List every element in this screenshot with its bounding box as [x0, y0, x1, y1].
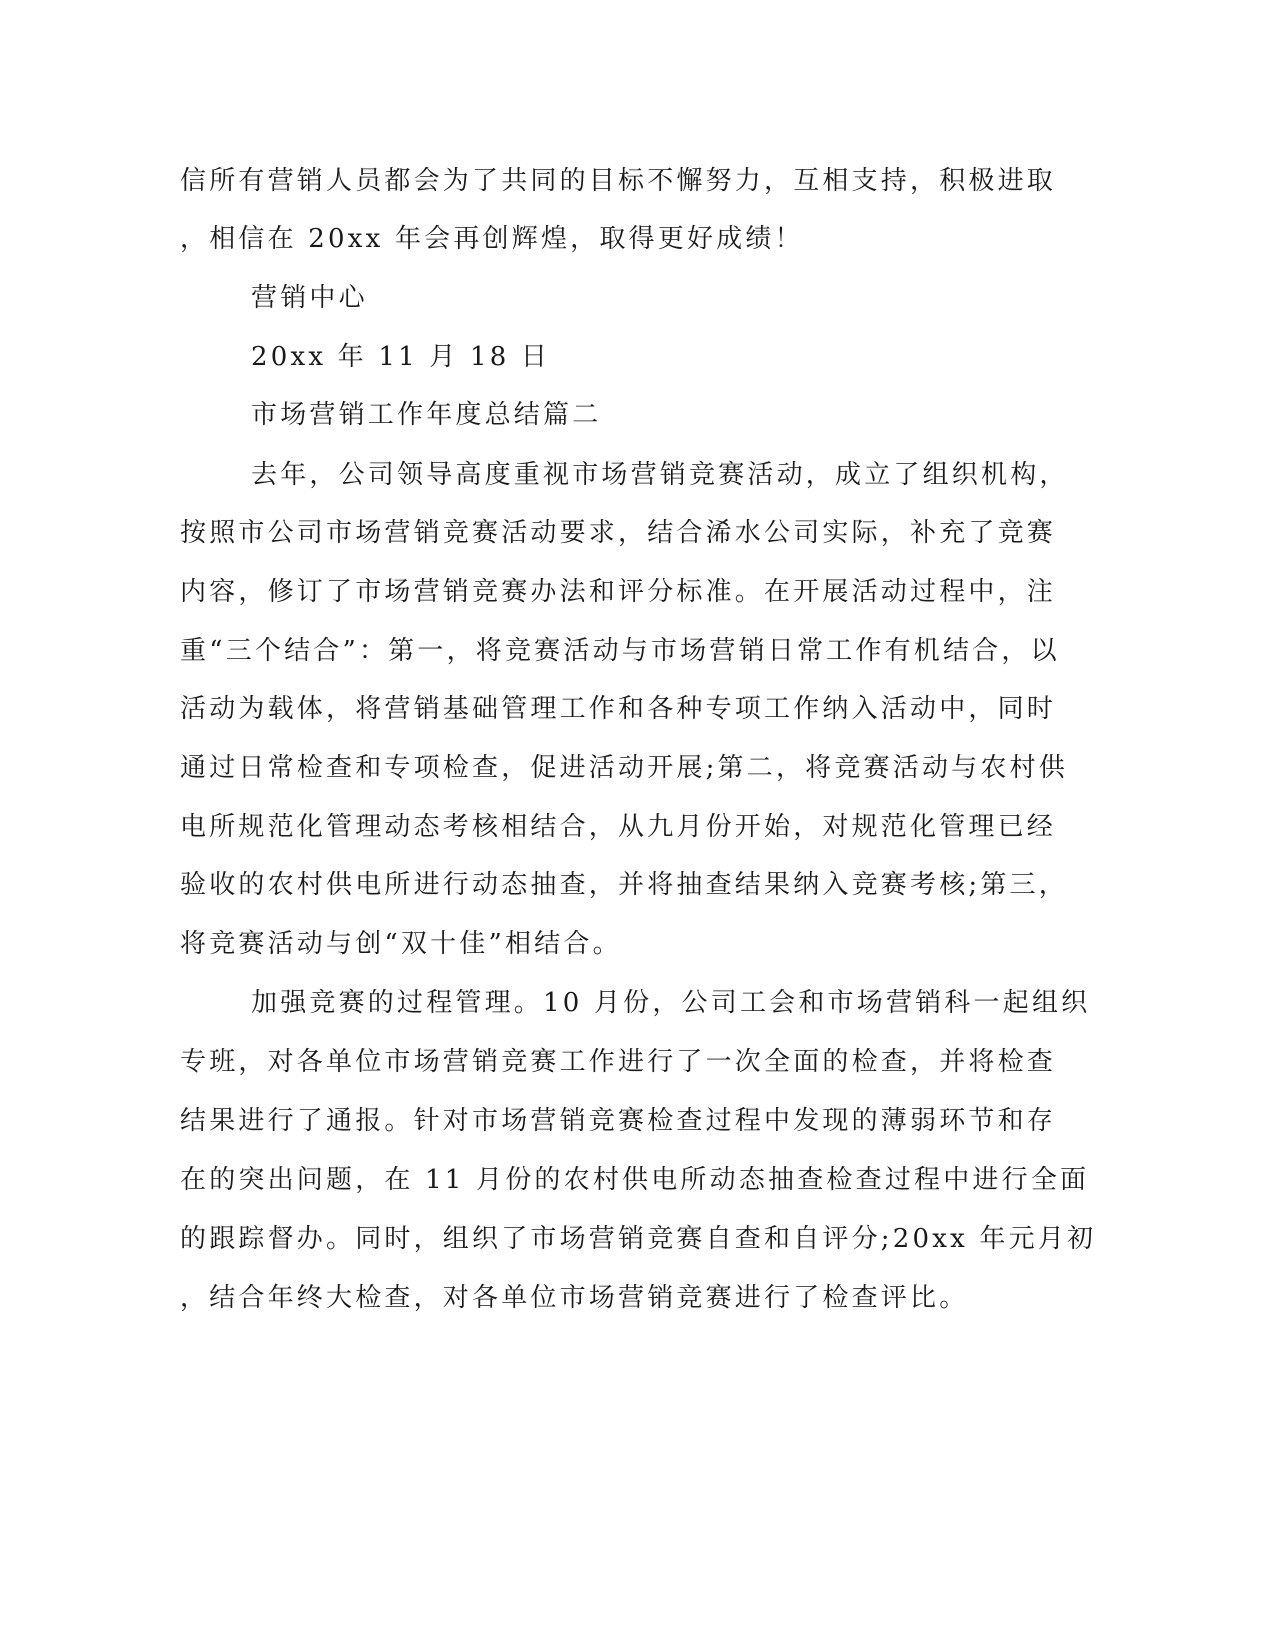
text-line: 在的突出问题，在 11 月份的农村供电所动态抽查检查过程中进行全面 — [180, 1165, 1090, 1195]
text-line: 结果进行了通报。针对市场营销竞赛检查过程中发现的薄弱环节和存 — [180, 1106, 1057, 1136]
text-line: ，相信在 20xx 年会再创辉煌，取得更好成绩！ — [180, 224, 804, 254]
text-line: 验收的农村供电所进行动态抽查，并将抽查结果纳入竞赛考核;第三， — [180, 870, 1068, 900]
text-line: 电所规范化管理动态考核相结合，从九月份开始，对规范化管理已经 — [180, 812, 1057, 842]
text-line: 内容，修订了市场营销竞赛办法和评分标准。在开展活动过程中，注 — [180, 577, 1057, 607]
text-line: 专班，对各单位市场营销竞赛工作进行了一次全面的检查，并将检查 — [180, 1047, 1057, 1077]
text-line: 加强竞赛的过程管理。10 月份，公司工会和市场营销科一起组织 — [251, 988, 1091, 1018]
text-line: 将竞赛活动与创“双十佳”相结合。 — [180, 929, 622, 959]
section-heading: 市场营销工作年度总结篇二 — [251, 400, 602, 430]
text-line: 重“三个结合”：第一，将竞赛活动与市场营销日常工作有机结合，以 — [180, 636, 1060, 666]
signature-org: 营销中心 — [251, 283, 368, 313]
text-line: 信所有营销人员都会为了共同的目标不懈努力，互相支持，积极进取 — [180, 166, 1057, 196]
text-line: 活动为载体，将营销基础管理工作和各种专项工作纳入活动中，同时 — [180, 694, 1057, 724]
text-line: 的跟踪督办。同时，组织了市场营销竞赛自查和自评分;20xx 年元月初 — [180, 1224, 1097, 1254]
text-line: 按照市公司市场营销竞赛活动要求，结合浠水公司实际，补充了竞赛 — [180, 518, 1057, 548]
text-line: 通过日常检查和专项检查，促进活动开展;第二，将竞赛活动与农村供 — [180, 753, 1068, 783]
text-line: ，结合年终大检查，对各单位市场营销竞赛进行了检查评比。 — [180, 1283, 969, 1313]
signature-date: 20xx 年 11 月 18 日 — [251, 342, 551, 372]
text-line: 去年，公司领导高度重视市场营销竞赛活动，成立了组织机构， — [251, 460, 1069, 490]
